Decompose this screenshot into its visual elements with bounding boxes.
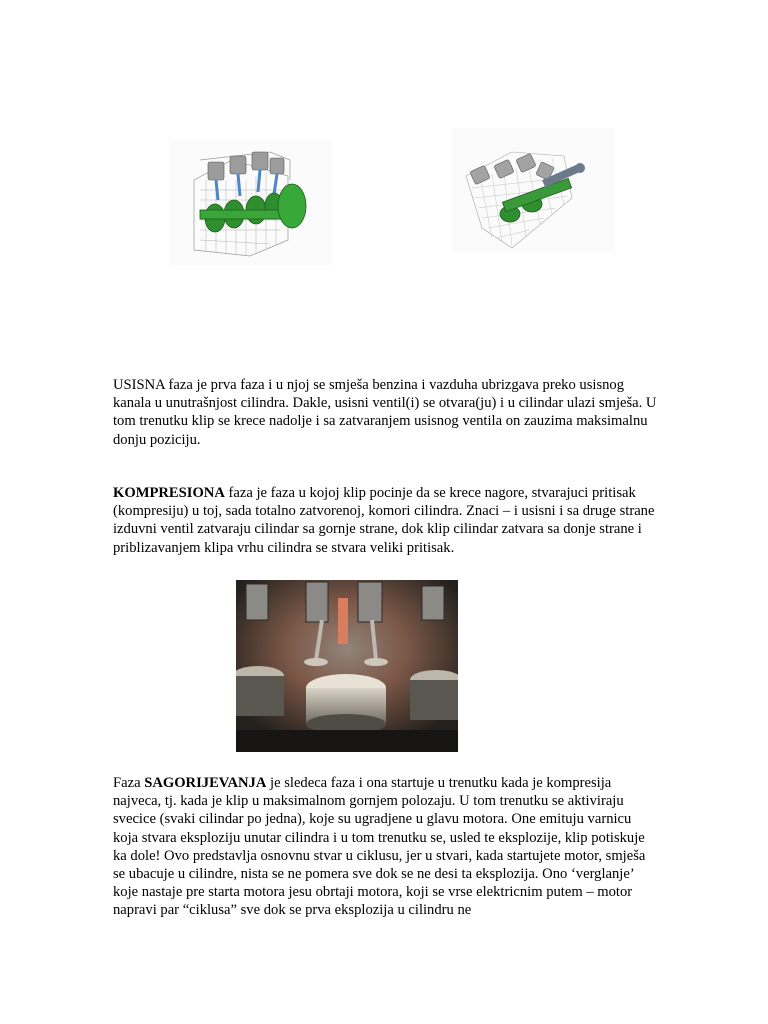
kompresiona-lead: KOMPRESIONA — [113, 485, 225, 501]
engine-inline-illustration — [170, 140, 332, 265]
sagorijevanja-lead: SAGORIJEVANJA — [144, 775, 267, 791]
paragraph-sagorijevanja — [113, 774, 658, 920]
sagorijevanja-pre: Faza — [113, 775, 145, 791]
paragraph-usisna — [113, 376, 658, 449]
piston-combustion-photo — [236, 580, 458, 752]
paragraph-kompresiona — [113, 484, 658, 557]
engine-v-illustration — [452, 128, 614, 252]
usisna-lead: USISNA — [113, 377, 165, 393]
kompresiona-body: faza je faza u kojoj klip pocinje da se krece nagore, stvarajuci pritisak (kompresiju) u toj, sada totalno zatvorenoj, komori cilindra. Znaci – i usisni i sa druge strane izduvni ventil zatvaraju cilindar sa gornje strane, dok klip cilindar zatvara sa donje strane i priblizavanjem klipa vrhu cilindra se stvara veliki pritisak. — [113, 485, 655, 556]
sagorijevanja-body: je sledeca faza i ona startuje u trenutku kada je kompresija najveca, tj. kada je klip u maksimalnom gornjem polozaju. U tom trenutku se aktiviraju svecice (svaki cilindar po jedna), koje su ugradjene u glavu motora. One emituju varnicu koja stvara eksploziju unutar cilindra i u tom trenutku se, usled te eksplozije, klip potiskuje ka dole! Ovo predstavlja osnovnu stvar u ciklusu, jer u stvari, kada startujete motor, smješa se ubacuje u cilindre, nista se ne pomera sve dok se ne desi ta eksplozija. Ono ‘verglanje’ koje nastaje pre starta motora jesu obrtaji motora, koji se vrse elektricnim putem – motor napravi par “ciklusa” sve dok se prva eksplozija u cilindru ne — [113, 775, 646, 919]
usisna-body: faza je prva faza i u njoj se smješa benzina i vazduha ubrizgava preko usisnog kanala u unutrašnjost cilindra. Dakle, usisni ventil(i) se otvara(ju) i u cilindar ulazi smješa. U tom trenutku klip se krece nadolje i sa zatvaranjem usisnog ventila on zauzima maksimalnu donju poziciju. — [113, 377, 657, 448]
